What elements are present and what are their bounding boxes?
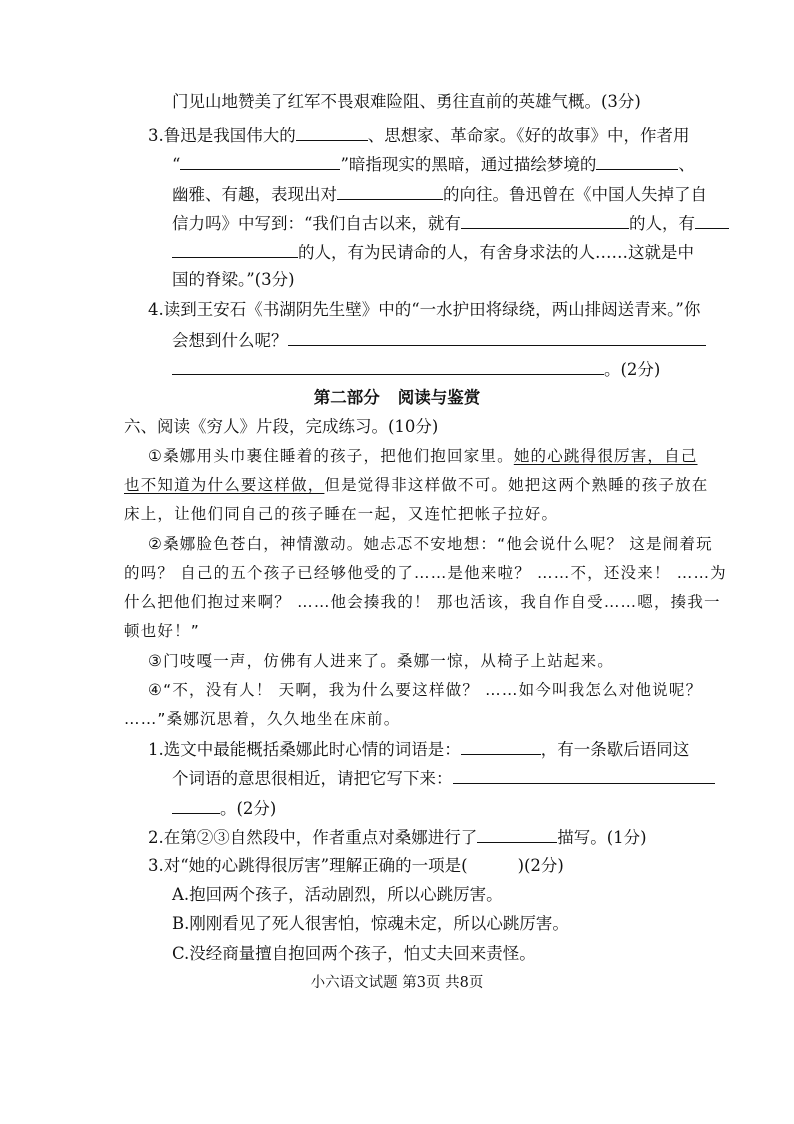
option-a[interactable]: A.抱回两个孩子，活动剧烈，所以心跳厉害。	[172, 885, 503, 904]
answer-line[interactable]	[453, 766, 715, 784]
answer-blank[interactable]	[337, 182, 443, 200]
q5-item4-line3: 。(2分)	[172, 357, 660, 381]
answer-line[interactable]	[288, 328, 706, 346]
underlined-sentence: 也不知道为什么要这样做，	[124, 476, 325, 494]
footer-page: 第3页	[402, 975, 441, 991]
q6-item1-line1: 1.选文中最能概括桑娜此时心情的词语是： ，有一条歇后语同这	[148, 737, 689, 761]
underlined-sentence: 她的心跳得很厉害，自己	[513, 447, 698, 465]
passage-p1-line1: ①桑娜用头巾裹住睡着的孩子，把他们抱回家里。她的心跳得很厉害，自己	[148, 447, 698, 465]
answer-blank[interactable]	[596, 152, 678, 170]
q6-item3-number: 3.	[148, 856, 164, 875]
answer-blank[interactable]	[180, 152, 340, 170]
answer-blank[interactable]	[296, 123, 368, 141]
answer-blank[interactable]	[477, 825, 557, 843]
answer-blank[interactable]	[461, 737, 541, 755]
passage-p2-line1: ②桑娜脸色苍白，神情激动。她忐忑不安地想：“他会说什么呢？ 这是闹着玩	[148, 535, 713, 553]
q6-item2-number: 2.	[148, 828, 164, 847]
passage-p4-line1: ④“不，没有人！ 天啊，我为什么要这样做？ ……如今叫我怎么对他说呢？	[148, 681, 703, 699]
q5-item3-number: 3.	[148, 126, 164, 145]
q6-item3: 3.对“她的心跳得很厉害”理解正确的一项是( )(2分)	[148, 856, 564, 875]
q5-item3-line3: 幽雅、有趣，表现出对 的向往。鲁迅曾在《中国人失掉了自	[172, 182, 707, 206]
q5-item4-line1: 4.读到王安石《书湖阴先生壁》中的“一水护田将绿绕，两山排闼送青来。”你	[148, 300, 701, 319]
answer-line[interactable]	[172, 357, 604, 375]
option-c[interactable]: C.没经商量擅自抱回两个孩子，怕丈夫回来责怪。	[172, 944, 536, 963]
answer-blank[interactable]	[461, 211, 629, 229]
q5-item4-line2: 会想到什么呢？	[172, 328, 706, 352]
footer-total: 共8页	[445, 975, 484, 991]
passage-p1-line2: 也不知道为什么要这样做，但是觉得非这样做不可。她把这两个熟睡的孩子放在	[124, 476, 709, 494]
q5-item2-tail: 门见山地赞美了红军不畏艰难险阻、勇往直前的英雄气概。(3分)	[172, 92, 641, 111]
answer-blank[interactable]	[172, 240, 298, 258]
q5-item4-number: 4.	[148, 300, 164, 319]
q5-item3-line5: 的人，有为民请命的人，有舍身求法的人……这就是中	[172, 240, 694, 264]
passage-p3: ③门吱嘎一声，仿佛有人进来了。桑娜一惊，从椅子上站起来。	[148, 652, 614, 670]
passage-p4-line2: ……”桑娜沉思着，久久地坐在床前。	[124, 710, 401, 728]
page-footer	[0, 972, 794, 994]
passage-p2-line3: 什么把他们抱过来啊？ ……他会揍我的！ 那也活该，我自作自受……嗯，揍我一	[124, 593, 721, 611]
q6-item1-line3: 。(2分)	[172, 796, 276, 820]
footer-subject: 小六语文试题	[310, 975, 398, 991]
q5-item3-line1: 3.鲁迅是我国伟大的 、思想家、革命家。《好的故事》中，作者用	[148, 123, 690, 147]
q6-item2: 2.在第②③自然段中，作者重点对桑娜进行了 描写。(1分)	[148, 825, 647, 849]
part2-heading: 第二部分 阅读与鉴赏	[313, 388, 481, 407]
passage-p1-line3: 床上，让他们同自己的孩子睡在一起，又连忙把帐子拉好。	[124, 505, 559, 523]
passage-p2-line4: 顿也好！”	[124, 622, 201, 640]
q6-heading: 六、阅读《穷人》片段，完成练习。(10分)	[124, 417, 439, 436]
option-b[interactable]: B.刚刚看见了死人很害怕，惊魂未定，所以心跳厉害。	[172, 914, 569, 933]
q6-item1-number: 1.	[148, 740, 164, 759]
passage-p2-line2: 的吗？ 自己的五个孩子已经够他受的了……是他来啦？ ……不，还没来！ ……为	[124, 564, 727, 582]
answer-blank[interactable]	[172, 796, 220, 814]
q5-item3-line2: “ ”暗指现实的黑暗，通过描绘梦境的 、	[172, 152, 695, 176]
q6-item1-line2: 个词语的意思很相近，请把它写下来：	[172, 766, 715, 790]
answer-blank[interactable]	[695, 211, 729, 229]
q5-item3-line6: 国的脊梁。”(3分)	[172, 270, 295, 289]
q5-item3-line4: 信力吗》中写到：“我们自古以来，就有 的人，有	[172, 211, 729, 235]
